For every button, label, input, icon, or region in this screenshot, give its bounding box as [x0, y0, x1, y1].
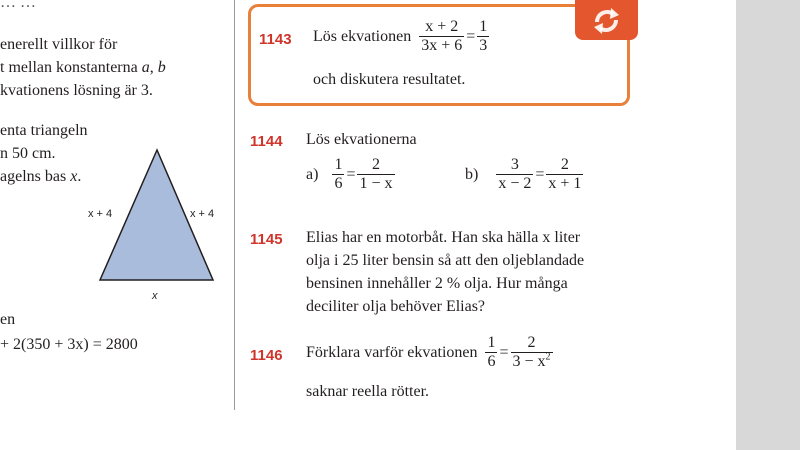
fraction-numerator: 1	[334, 156, 343, 173]
fraction-1143-lhs	[419, 18, 464, 55]
part-b-label: b)	[465, 165, 479, 183]
fraction-numerator: 2	[371, 156, 380, 173]
equals-sign: =	[346, 165, 356, 183]
triangle-base-label: x	[152, 290, 158, 302]
refresh-icon	[575, 0, 638, 40]
left-text-line-1: enerellt villkor för	[0, 36, 118, 53]
problem-1146-tail: saknar reella rötter.	[306, 383, 430, 400]
problem-number-1145: 1145	[250, 231, 283, 248]
exponent: 2	[545, 351, 551, 363]
fraction-denominator: 1 − x	[359, 175, 393, 192]
refresh-badge[interactable]	[575, 0, 638, 40]
problem-1146-equation	[306, 334, 553, 371]
part-a-label: a)	[306, 165, 319, 183]
problem-1145-line-4: deciliter olja behöver Elias?	[306, 298, 486, 315]
problem-number-1144: 1144	[250, 133, 283, 150]
problem-1144-intro: Lös ekvationerna	[306, 131, 417, 148]
triangle-text-line-3: agelns bas x.	[0, 168, 82, 185]
left-fragment-en: en	[0, 311, 16, 328]
right-side-panel	[736, 0, 800, 450]
fraction-denominator: x − 2	[498, 175, 532, 192]
top-fragment: … …	[0, 0, 36, 11]
equals-sign: =	[535, 165, 545, 183]
problem-number-1146: 1146	[250, 347, 283, 364]
problem-number-1143: 1143	[259, 31, 292, 48]
problem-1144-part-b	[465, 156, 583, 193]
fraction-denominator: 6	[334, 175, 343, 192]
fraction-1143-rhs	[477, 18, 489, 55]
fraction-denominator: x + 1	[548, 175, 582, 192]
fraction-1146-rhs	[511, 334, 553, 371]
left-text-line-3: kvationens lösning är 3.	[0, 82, 153, 99]
fraction-numerator: x + 2	[425, 18, 459, 35]
equals-sign: =	[466, 27, 476, 45]
triangle-text-line-2: n 50 cm.	[0, 145, 56, 162]
fraction-numerator: 1	[487, 334, 496, 351]
fraction-numerator: 3	[510, 156, 519, 173]
problem-1144-part-a	[306, 156, 395, 193]
fraction-1144b-lhs	[496, 156, 533, 193]
problem-1143-tail: och diskutera resultatet.	[313, 71, 466, 88]
equals-sign: =	[499, 343, 509, 361]
problem-1145-line-1: Elias har en motorbåt. Han ska hälla x liter	[306, 229, 581, 246]
fraction-denominator: 3x + 6	[421, 37, 463, 54]
problem-1145-line-2: olja i 25 liter bensin så att den oljeblandade	[306, 252, 585, 269]
var-x: x	[70, 168, 78, 185]
fraction-numerator: 1	[479, 18, 488, 35]
problem-1146-intro: Förklara varför ekvationen	[306, 343, 478, 361]
fraction-denominator: 3	[479, 37, 488, 54]
triangle-right-label: x + 4	[190, 208, 215, 220]
problem-1143-intro: Lös ekvationen	[313, 27, 412, 45]
fraction-1144a-rhs	[357, 156, 394, 193]
left-text-line-2: t mellan konstanterna a, b	[0, 59, 166, 76]
triangle-left-label: x + 4	[88, 208, 113, 220]
fraction-1144b-rhs	[546, 156, 583, 193]
fraction-denominator	[511, 352, 553, 371]
denominator-base: 3 − x	[512, 353, 546, 370]
problem-1145-line-3: bensinen innehåller 2 % olja. Hur många	[306, 275, 568, 292]
problem-1143-equation	[313, 18, 489, 55]
const-a: a	[141, 59, 150, 76]
triangle-text-line-1: enta triangeln	[0, 122, 88, 139]
fraction-numerator: 2	[527, 334, 536, 351]
left-equation-fragment: + 2(350 + 3x) = 2800	[0, 336, 138, 353]
fraction-1144a-lhs	[332, 156, 344, 193]
const-b: b	[157, 59, 166, 76]
fraction-numerator: 2	[560, 156, 569, 173]
column-divider	[234, 0, 235, 410]
fraction-1146-lhs	[485, 334, 497, 371]
fraction-denominator: 6	[487, 353, 496, 370]
